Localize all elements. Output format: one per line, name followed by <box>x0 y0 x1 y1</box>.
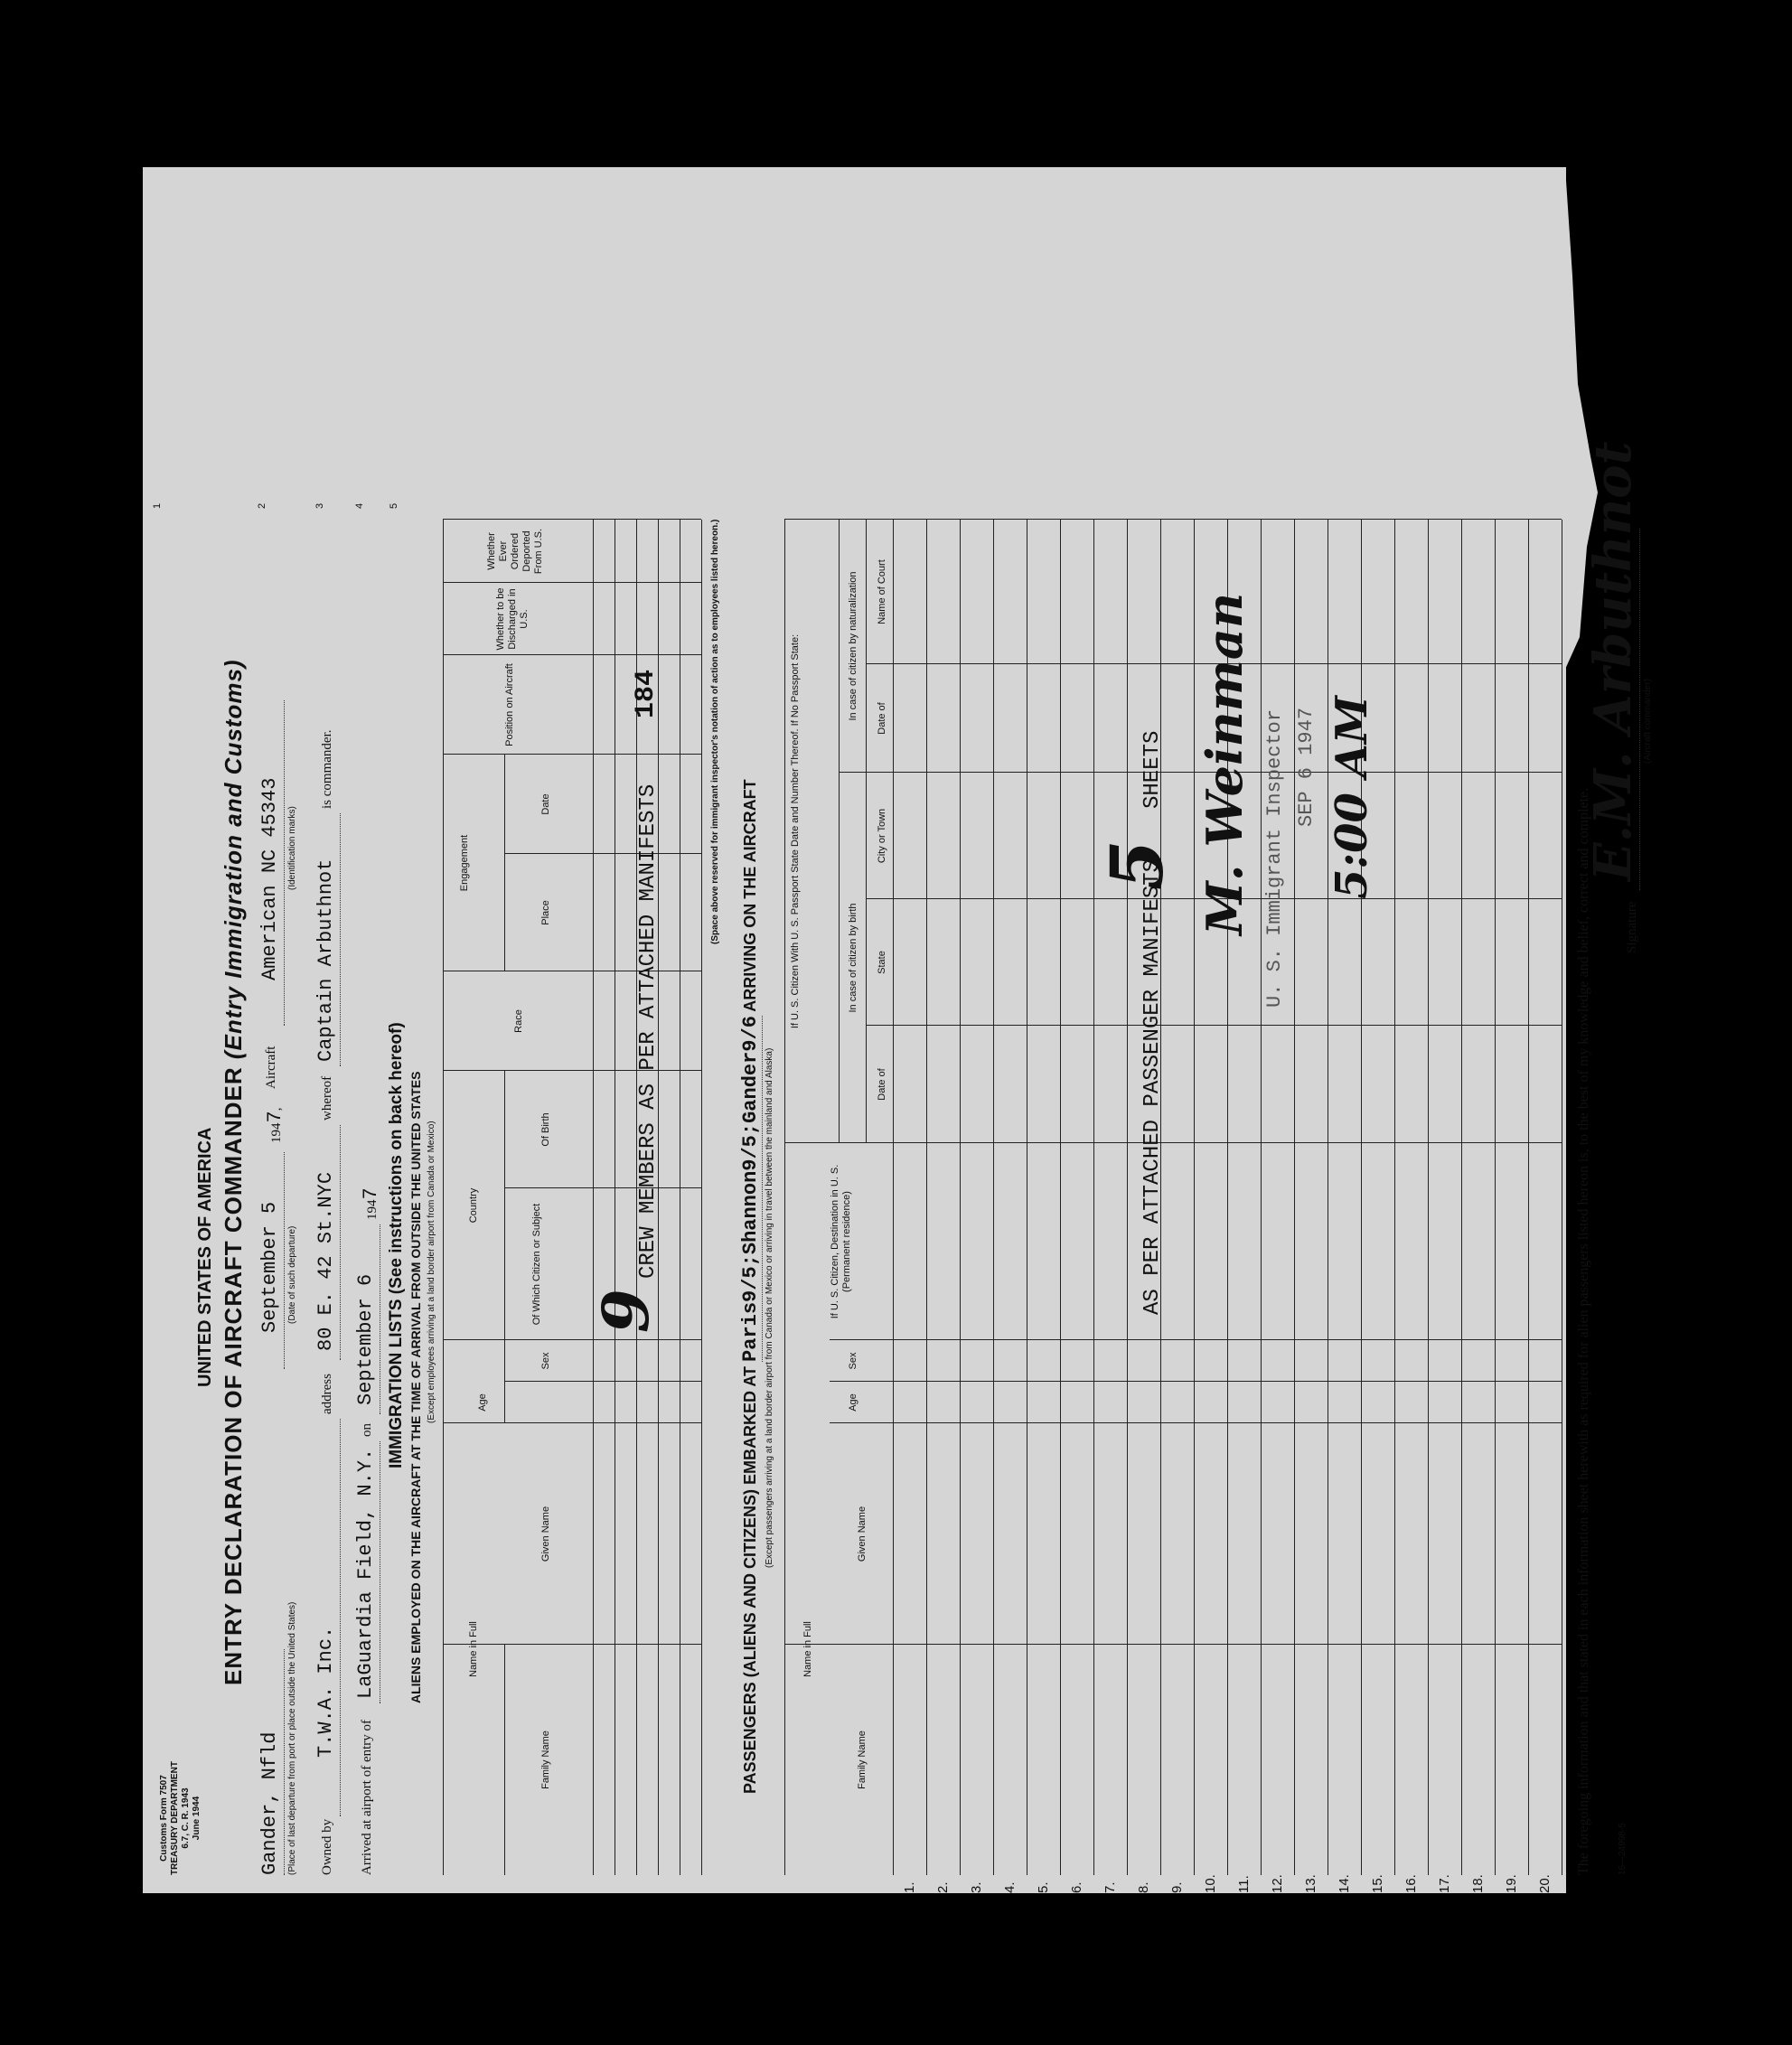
passenger-line-number: 12. <box>1270 1874 1285 1893</box>
margin-number-5: 5 <box>389 502 399 509</box>
passenger-line-number: 4. <box>1002 1881 1018 1893</box>
embarked-value: Paris9/5;Shannon9/5;Gander9/6 <box>739 1016 762 1362</box>
crew-count: 9 <box>588 1289 663 1333</box>
imm-header-citizen-of: Of Which Citizen or Subject <box>531 1203 542 1326</box>
form-id-block <box>159 1761 202 1875</box>
aircraft-label: Aircraft <box>264 1046 278 1089</box>
imm-header-sex: Sex <box>540 1352 551 1370</box>
arrival-year-suffix: 7 <box>360 1187 382 1200</box>
passenger-entry: AS PER ATTACHED PASSENGER MANIFESTS <box>1140 858 1165 1315</box>
table-row-line <box>1394 520 1395 1875</box>
departure-year: 1947, <box>264 1107 286 1143</box>
table-row-line <box>1194 520 1195 1875</box>
inspector-title: U. S. Immigrant Inspector <box>1263 708 1286 1008</box>
year-suffix: 7 <box>264 1111 286 1123</box>
aircraft-caption: (Identification marks) <box>287 806 297 890</box>
imm-header-date: Date <box>540 793 551 815</box>
margin-number-1: 1 <box>152 502 163 509</box>
table-row-line <box>926 520 927 1875</box>
title-subtitle: (Entry Immigration and Customs) <box>220 659 247 1060</box>
commander-value: Captain Arbuthnot <box>314 858 337 1062</box>
form-id-line2: TREASURY DEPARTMENT <box>170 1761 180 1875</box>
passenger-line-number: 17. <box>1437 1874 1452 1893</box>
table-row-line <box>960 520 961 1875</box>
passengers-title <box>739 779 762 1794</box>
pass-header-state: State <box>877 951 887 974</box>
passenger-line-number: 16. <box>1403 1874 1419 1893</box>
departure-date: September 5 <box>258 1201 281 1333</box>
passengers-title-prefix: PASSENGERS (ALIENS AND CITIZENS) EMBARKED AT <box>741 1365 759 1794</box>
owned-by-label: Owned by <box>320 1818 334 1875</box>
arrival-date: September 6 <box>354 1273 377 1405</box>
margin-number-4: 4 <box>354 502 365 509</box>
arrival-year-prefix: 194 <box>365 1199 380 1220</box>
passenger-line-number: 8. <box>1136 1881 1151 1893</box>
form-id-line3: 6.7, C. R. 1943 <box>181 1787 191 1849</box>
pass-header-given: Given Name <box>857 1506 868 1562</box>
on-label: on <box>360 1423 374 1437</box>
margin-number-3: 3 <box>314 502 325 509</box>
reserved-note: (Space above reserved for immigrant inspector's notation of action as to employees listed hereon.) <box>710 519 720 944</box>
pass-header-by-birth: In case of citizen by birth <box>848 903 858 1013</box>
pass-header-date-of2: Date of <box>877 702 887 735</box>
passenger-line-number: 19. <box>1504 1874 1519 1893</box>
table-row-line <box>1127 520 1128 1875</box>
imm-header-race: Race <box>513 1009 524 1033</box>
whereof-label: whereof <box>320 1075 334 1121</box>
stamp-time: 5:00 AM <box>1327 696 1377 899</box>
commander-label: is commander. <box>320 729 334 809</box>
passenger-line-number: 13. <box>1303 1874 1318 1893</box>
footer-statement: The foregoing information and that stated in each information sheet herewith as required for alien passengers listed hereon is, to the best of my knowledge and belief, correct and complete. <box>1576 787 1591 1875</box>
form-id-line1: Customs Form 7507 <box>159 1775 169 1862</box>
pass-header-city: City or Town <box>877 808 887 864</box>
passenger-line-number: 9. <box>1169 1881 1185 1893</box>
passengers-title-suffix: ARRIVING ON THE AIRCRAFT <box>741 779 759 1012</box>
passenger-line-number: 14. <box>1337 1874 1352 1893</box>
passenger-line-number: 11. <box>1236 1875 1252 1893</box>
sheets-label: SHEETS <box>1140 730 1165 809</box>
passenger-line-number: 1. <box>902 1881 917 1893</box>
passenger-line-number: 20. <box>1537 1874 1553 1893</box>
passengers-note: (Except passengers arriving at a land border airport from Canada or Mexico or arriving in travel between the mainland and Alaska) <box>765 1047 774 1568</box>
form-container <box>143 167 1653 1893</box>
aircraft-value: American NC 45343 <box>258 777 281 980</box>
pass-header-passport-note: If U. S. Citizen With U. S. Passport State Date and Number Thereof. If No Passport State: <box>790 633 801 1029</box>
passenger-line-number: 15. <box>1370 1874 1385 1893</box>
address-value: 80 E. 42 St.NYC <box>314 1171 337 1351</box>
table-row-line <box>1060 520 1061 1875</box>
table-row-line <box>1495 520 1496 1875</box>
immigration-title: IMMIGRATION LISTS (See instructions on back hereof) <box>387 1022 406 1468</box>
arrived-label: Arrived at airport of entry of <box>360 1719 374 1875</box>
imm-header-name: Name in Full <box>468 1621 479 1677</box>
pass-header-date-of: Date of <box>877 1068 887 1101</box>
arrival-airport: LaGuardia Field, N.Y. <box>354 1448 377 1699</box>
commander-signature: E.M. Arbuthnot <box>1583 441 1643 881</box>
rotated-form <box>143 167 1653 1893</box>
imm-header-discharged: Whether to be Discharged in U.S. <box>495 587 530 651</box>
passenger-line-number: 3. <box>969 1881 984 1893</box>
immigration-note: (Except employees arriving at a land border airport from Canada or Mexico) <box>427 1121 436 1423</box>
passenger-line-number: 10. <box>1203 1874 1218 1893</box>
passenger-line-number: 5. <box>1036 1881 1051 1893</box>
sheets-count: 5 <box>1094 840 1179 890</box>
print-code: 16—24998-5 <box>1618 1823 1628 1875</box>
stamp-date: SEP 6 1947 <box>1295 707 1318 827</box>
imm-header-given: Given Name <box>540 1506 551 1562</box>
address-label: address <box>320 1374 334 1414</box>
imm-header-country: Country <box>468 1187 479 1224</box>
crew-entry: CREW MEMBERS AS PER ATTACHED MANIFESTS <box>636 783 661 1279</box>
form-id-line4: June 1944 <box>192 1796 202 1841</box>
form-title <box>220 659 248 1685</box>
pass-header-court: Name of Court <box>877 559 887 624</box>
signature-caption: (Aircraft commander) <box>1643 679 1653 764</box>
departure-date-caption: (Date of such departure) <box>287 1225 297 1324</box>
table-row-line <box>1528 520 1529 1875</box>
pass-header-sex: Sex <box>848 1352 858 1370</box>
margin-number-2: 2 <box>257 502 267 509</box>
passenger-line-number: 7. <box>1102 1881 1118 1893</box>
pass-header-age: Age <box>848 1393 858 1412</box>
table-row-line <box>1261 520 1262 1875</box>
table-row-line <box>1093 520 1094 1875</box>
passenger-line-number: 2. <box>935 1881 951 1893</box>
pass-header-name: Name in Full <box>802 1621 813 1677</box>
departure-place-caption: (Place of last departure from port or place outside the United States) <box>287 1601 297 1875</box>
imm-header-position: Position on Aircraft <box>504 663 515 746</box>
imm-header-engagement: Engagement <box>459 834 470 892</box>
inspector-signature: M. Weinman <box>1196 592 1253 935</box>
departure-place: Gander, Nfld <box>258 1731 281 1875</box>
arrival-year <box>360 1187 382 1220</box>
crew-mark: 184 <box>631 669 661 718</box>
passenger-line-number: 6. <box>1069 1881 1084 1893</box>
imm-header-of-birth: Of Birth <box>540 1112 551 1147</box>
table-row-line <box>993 520 994 1875</box>
imm-header-age: Age <box>477 1393 488 1412</box>
table-row-line <box>1428 520 1429 1875</box>
signature-label: Signature <box>1625 901 1639 953</box>
title-main: ENTRY DECLARATION OF AIRCRAFT COMMANDER <box>220 1066 247 1685</box>
year-prefix: 194 <box>269 1122 284 1143</box>
pass-header-destination: If U. S. Citizen, Destination in U. S. (Permanent residence) <box>830 1164 852 1319</box>
immigration-subtitle: ALIENS EMPLOYED ON THE AIRCRAFT AT THE TIME OF ARRIVAL FROM OUTSIDE THE UNITED STATES <box>408 1071 423 1703</box>
table-row-line <box>1461 520 1462 1875</box>
imm-header-place: Place <box>540 900 551 925</box>
imm-header-family: Family Name <box>540 1731 551 1789</box>
pass-header-family: Family Name <box>857 1731 868 1789</box>
country-heading: UNITED STATES OF AMERICA <box>195 1127 215 1387</box>
pass-header-by-naturalization: In case of citizen by naturalization <box>848 571 858 721</box>
passenger-line-number: 18. <box>1470 1874 1486 1893</box>
owner-value: T.W.A. Inc. <box>314 1626 337 1758</box>
imm-header-deported: Whether Ever Ordered Deported From U.S. <box>486 528 544 575</box>
